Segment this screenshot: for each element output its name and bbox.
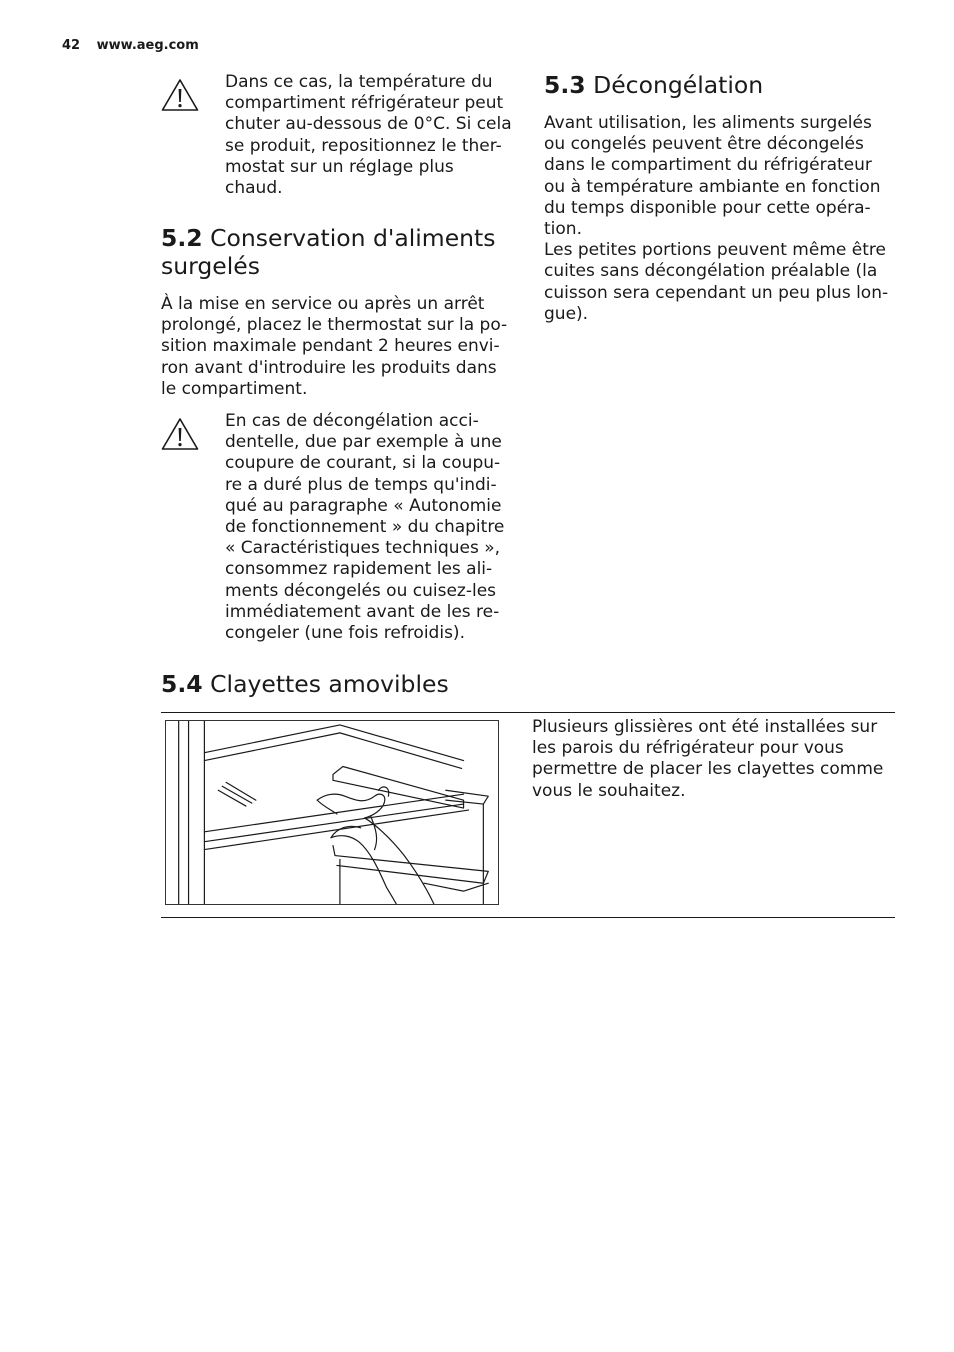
section-paragraph: Avant utilisation, les aliments surgelés ou congelés peuvent être décongelés dans le compartiment du réfrigérateur ou à température ambiante en fonction du temps disponible pour cette opéra- tion. Les petites portions peuvent même être cuites sans décongélation préalable (la cuisson sera cependant un peu plus lon- gue). <box>544 113 889 324</box>
section-heading: 5.3 Décongélation <box>544 71 764 99</box>
section-5-4-text <box>532 717 902 802</box>
section-heading: 5.4 Clayettes amovibles <box>161 670 449 698</box>
warning-triangle-icon <box>161 417 199 451</box>
shelf-illustration <box>165 720 499 905</box>
website-url: www.aeg.com <box>96 38 199 53</box>
section-5-3 <box>544 71 904 325</box>
warning-triangle-icon <box>161 78 199 112</box>
table-top-rule <box>161 712 895 713</box>
shelf-drawing <box>166 721 498 904</box>
section-5-4-heading-wrap <box>161 670 661 698</box>
section-heading: 5.2 Conservation d'aliments surgelés <box>161 224 496 280</box>
page-header <box>62 38 199 53</box>
warning-text: Dans ce cas, la température du compartiment réfrigérateur peut chuter au-dessous de 0°C. Si cela se produit, repositionnez le ther- mostat sur un réglage plus chaud. <box>225 72 512 199</box>
warning-text: En cas de décongélation acci- dentelle, due par exemple à une coupure de courant, si la coupu- re a duré plus de temps qu'indi- qué au paragraphe « Autonomie de fonctionnement » du chapitre « Caractéristiques techniques », consommez rapidement les ali- ments décongelés ou cuisez-les immédiatement avant de les re- congeler (une fois refroidis). <box>225 411 505 644</box>
section-5-2 <box>161 224 513 400</box>
section-paragraph: Plusieurs glissières ont été installées sur les parois du réfrigérateur pour vous permettre de placer les clayettes comme vous le souhaitez. <box>532 717 884 801</box>
page-number: 42 <box>62 38 81 53</box>
section-paragraph: À la mise en service ou après un arrêt prolongé, placez le thermostat sur la po- sition maximale pendant 2 heures envi- ron avant d'introduire les produits dans le compartiment. <box>161 294 508 399</box>
table-bottom-rule <box>161 917 895 918</box>
